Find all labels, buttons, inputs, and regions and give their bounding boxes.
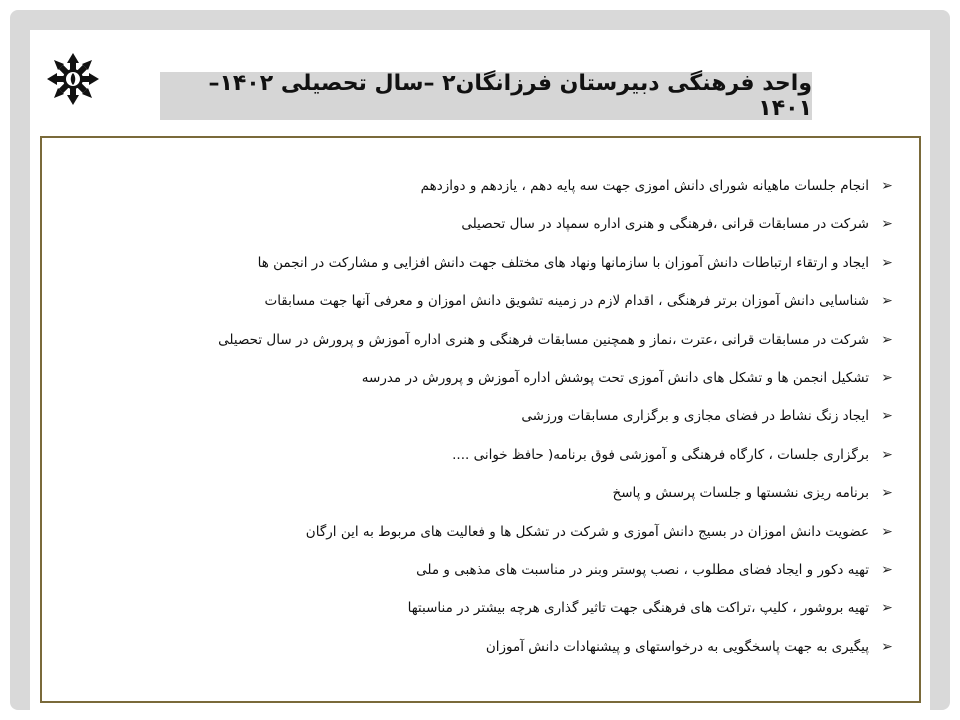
page-title: واحد فرهنگی دبیرستان فرزانگان۲ –سال تحصیلی ۱۴۰۲–۱۴۰۱ (208, 71, 812, 121)
list-item: ➢ تهیه دکور و ایجاد فضای مطلوب ، نصب پوستر وبنر در مناسبت های مذهبی و ملی (137, 560, 897, 598)
list-item: ➢ ایجاد زنگ نشاط در فضای مجازی و برگزاری مسابقات ورزشی (137, 406, 897, 444)
check-arrow-bullet-icon: ➢ (881, 523, 893, 540)
list-item: ➢ عضویت دانش اموزان در بسیج دانش آموزی و شرکت در تشکل ها و فعالیت های مربوط به این ارگان (137, 522, 897, 560)
list-item: ➢ پیگیری به جهت پاسخگویی به درخواستهای و پیشنهادات دانش آموزان (137, 637, 897, 675)
check-arrow-bullet-icon: ➢ (881, 293, 893, 310)
list-item: ➢ ایجاد و ارتقاء ارتباطات دانش آموزان با سازمانها ونهاد های مختلف جهت دانش افزایی و مشارکت در انجمن ها (137, 253, 897, 291)
check-arrow-bullet-icon: ➢ (881, 216, 893, 233)
check-arrow-bullet-icon: ➢ (881, 178, 893, 194)
list-item: ➢ شناسایی دانش آموزان برتر فرهنگی ، اقدام لازم در زمینه تشویق دانش اموزان و معرفی آنها جهت مسابقات (137, 291, 897, 329)
check-arrow-bullet-icon: ➢ (881, 561, 893, 578)
list-item: ➢ شرکت در مسابقات قرانی ،عترت ،نماز و همچنین مسابقات فرهنگی و هنری اداره آموزش و پرورش در سال تحصیلی (137, 330, 897, 368)
list-item: ➢ تشکیل انجمن ها و تشکل های دانش آموزی تحت پوشش اداره آموزش و پرورش در مدرسه (137, 368, 897, 406)
list-item: ➢ انجام جلسات ماهیانه شورای دانش اموزی جهت سه پایه دهم ، یازدهم و دوازدهم (137, 176, 897, 214)
list-item: ➢ شرکت در مسابقات قرانی ،فرهنگی و هنری اداره سمپاد در سال تحصیلی (137, 214, 897, 252)
content-panel (40, 136, 921, 703)
check-arrow-bullet-icon: ➢ (881, 446, 893, 463)
check-arrow-bullet-icon: ➢ (881, 485, 893, 502)
check-arrow-bullet-icon: ➢ (881, 254, 893, 271)
check-arrow-bullet-icon: ➢ (881, 408, 893, 425)
emblem-logo-icon (46, 52, 100, 106)
activities-list (137, 176, 897, 675)
list-item: ➢ تهیه بروشور ، کلیپ ،تراکت های فرهنگی جهت تاثیر گذاری هرچه بیشتر در مناسبتها (137, 598, 897, 636)
list-item: ➢ برگزاری جلسات ، کارگاه فرهنگی و آموزشی فوق برنامه( حافظ خوانی .... (137, 445, 897, 483)
check-arrow-bullet-icon: ➢ (881, 638, 893, 655)
check-arrow-bullet-icon: ➢ (881, 331, 893, 348)
list-item: ➢ برنامه ریزی نشستها و جلسات پرسش و پاسخ (137, 483, 897, 521)
check-arrow-bullet-icon: ➢ (881, 600, 893, 617)
page-title-box (160, 72, 812, 120)
check-arrow-bullet-icon: ➢ (881, 369, 893, 386)
